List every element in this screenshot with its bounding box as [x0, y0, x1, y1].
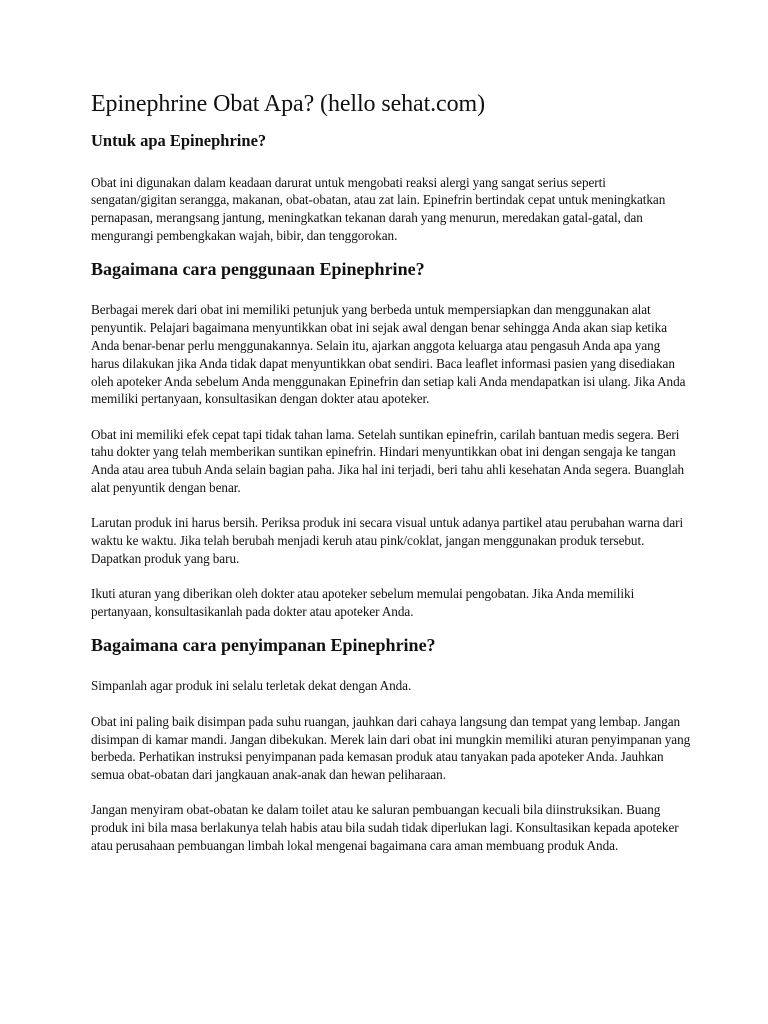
- paragraph: Obat ini digunakan dalam keadaan darurat untuk mengobati reaksi alergi yang sangat serius seperti sengatan/gigitan serangga, makanan, obat-obatan, atau zat lain. Epinefrin bertindak cepat untuk meningkatkan pernapasan, merangsang jantung, meningkatkan tekanan darah yang menurun, meredakan gatal-gatal, dan mengurangi pembengkakan wajah, bibir, dan tenggorokan.: [91, 174, 666, 243]
- section-heading-usage: Bagaimana cara penggunaan Epinephrine?: [91, 258, 425, 279]
- paragraph: Ikuti aturan yang diberikan oleh dokter atau apoteker sebelum memulai pengobatan. Jika Anda memiliki pertanyaan, konsultasikanlah pada dokter atau apoteker Anda.: [91, 586, 635, 620]
- paragraph: Jangan menyiram obat-obatan ke dalam toilet atau ke saluran pembuangan kecuali bila diinstruksikan. Buang produk ini bila masa berlakunya telah habis atau bila sudah tidak diperlukan lagi. Konsultasikan kepada apoteker atau perusahaan pembuangan limbah lokal mengenai bagaimana cara aman membuang produk Anda.: [91, 802, 679, 853]
- paragraph: Obat ini paling baik disimpan pada suhu ruangan, jauhkan dari cahaya langsung dan tempat yang lembap. Jangan disimpan di kamar mandi. Jangan dibekukan. Merek lain dari obat ini mungkin memiliki aturan penyimpanan yang berbeda. Perhatikan instruksi penyimpanan pada kemasan produk atau tanyakan pada apoteker Anda. Jauhkan semua obat-obatan dari jangkauan anak-anak dan hewan peliharaan.: [91, 713, 691, 783]
- paragraph: Obat ini memiliki efek cepat tapi tidak tahan lama. Setelah suntikan epinefrin, carilah bantuan medis segera. Beri tahu dokter yang telah memberikan suntikan epinefrin. Hindari menyuntikkan obat ini dengan sengaja ke tangan Anda atau area tubuh Anda selain bagian paha. Jika hal ini terjadi, beri tahu ahli kesehatan Anda segera. Buanglah alat penyuntik dengan benar.: [91, 426, 685, 496]
- section-storage: [91, 635, 691, 855]
- section-purpose: [91, 131, 691, 245]
- paragraph: Simpanlah agar produk ini selalu terletak dekat dengan Anda.: [91, 678, 412, 694]
- paragraph: Berbagai merek dari obat ini memiliki petunjuk yang berbeda untuk mempersiapkan dan menggunakan alat penyuntik. Pelajari bagaimana menyuntikkan obat ini sejak awal dengan benar sehingga Anda akan siap ketika Anda benar-benar perlu menggunakannya. Selain itu, ajarkan anggota keluarga atau pengasuh Anda apa yang harus dilakukan jika Anda tidak dapat menyuntikkan obat sendiri. Baca leaflet informasi pasien yang disediakan oleh apoteker Anda sebelum Anda menggunakan Epinefrin dan setiap kali Anda mendapatkan isi ulang. Jika Anda memiliki pertanyaan, konsultasikan dengan dokter atau apoteker.: [91, 302, 686, 407]
- section-usage: [91, 259, 691, 621]
- section-heading-storage: Bagaimana cara penyimpanan Epinephrine?: [91, 634, 436, 655]
- paragraph: Larutan produk ini harus bersih. Periksa produk ini secara visual untuk adanya partikel atau perubahan warna dari waktu ke waktu. Jika telah berubah menjadi keruh atau pink/coklat, jangan menggunakan produk tersebut. Dapatkan produk yang baru.: [91, 515, 684, 566]
- document-title: Epinephrine Obat Apa? (hello sehat.com): [91, 91, 485, 117]
- document-page: [91, 90, 691, 872]
- section-heading-purpose: Untuk apa Epinephrine?: [91, 130, 267, 150]
